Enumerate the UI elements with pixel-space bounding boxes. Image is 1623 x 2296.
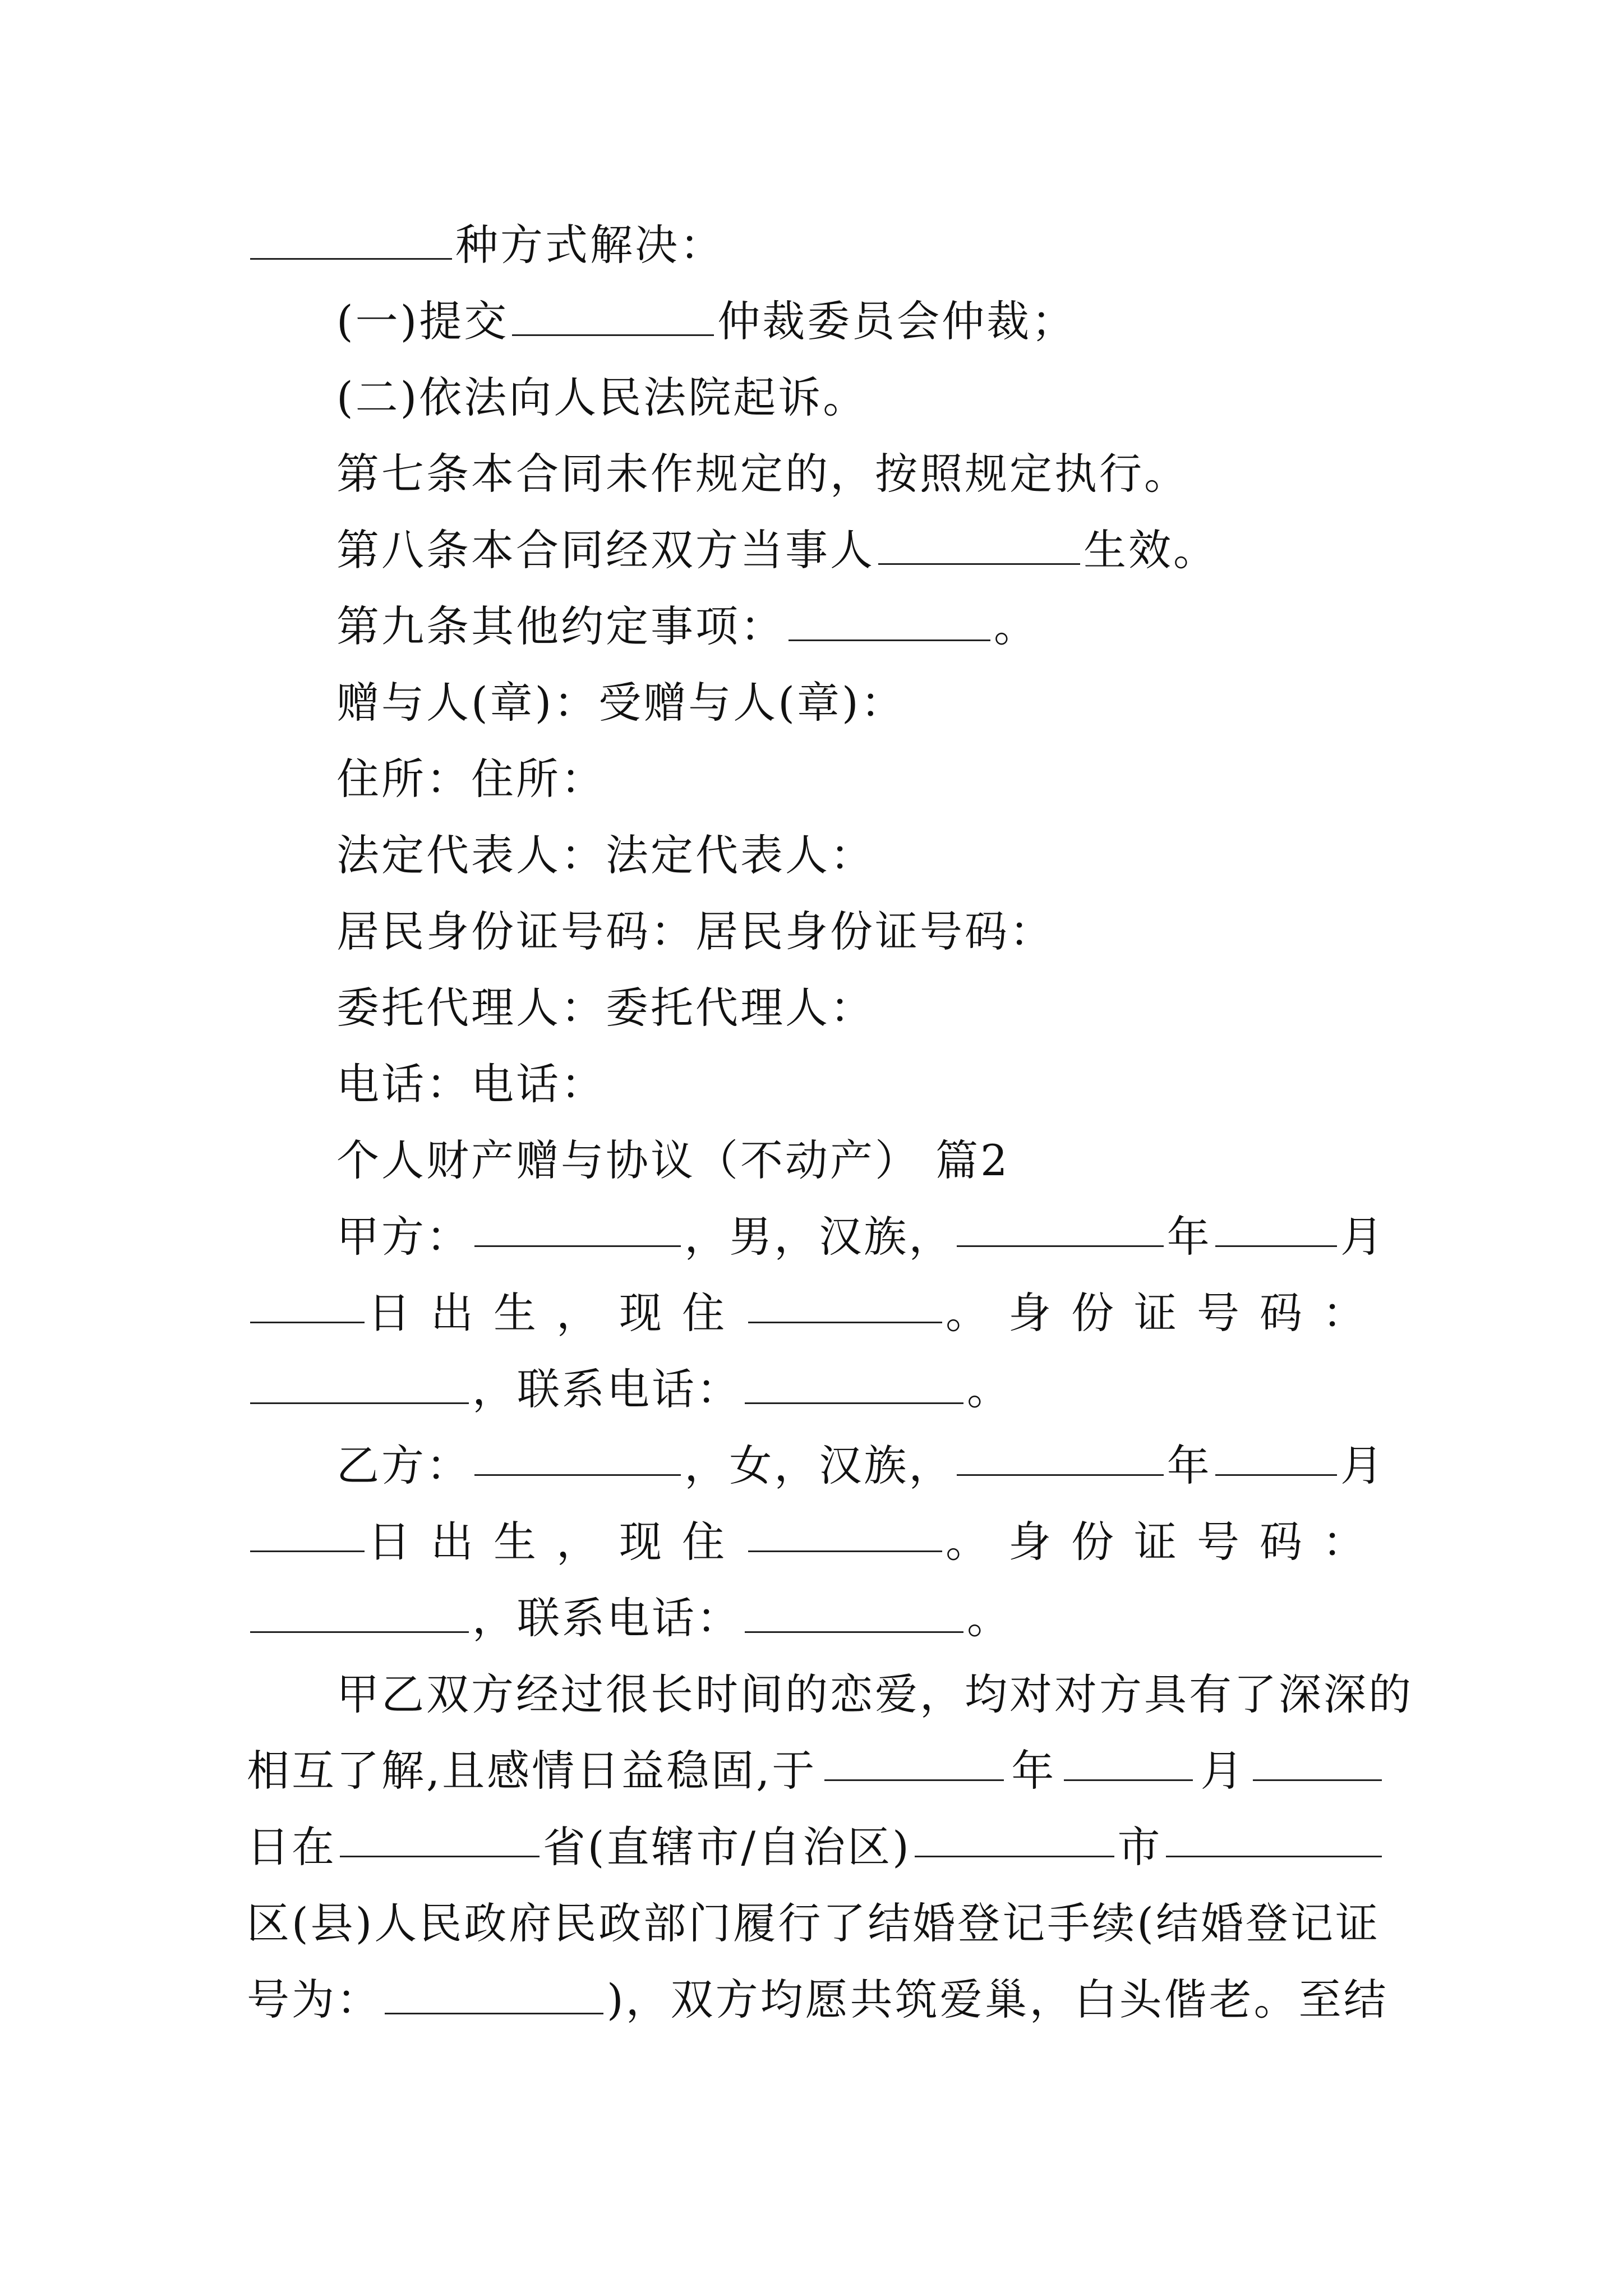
text: 第八条本合同经双方当事人	[336, 525, 875, 575]
line-phone	[336, 1053, 1385, 1115]
paragraph-line-3	[247, 1816, 1385, 1878]
text: ，女，汉族，	[684, 1441, 954, 1490]
blank-field	[474, 1435, 681, 1476]
blank-field	[250, 1592, 469, 1633]
blank-field	[878, 524, 1080, 565]
text: 甲乙双方经过很长时间的恋爱，均对对方具有了深深的	[336, 1669, 1413, 1719]
text: 第九条其他约定事项：	[336, 601, 785, 651]
paragraph-line-1	[336, 1664, 1413, 1726]
blank-field	[512, 295, 714, 336]
blank-field	[915, 1816, 1114, 1857]
line-court	[336, 367, 1385, 429]
line-party-a-contact	[247, 1359, 1385, 1420]
text: 月	[1200, 1746, 1246, 1796]
text: 。身份证号码：	[946, 1288, 1385, 1338]
text: 省(直辖市/自治区)	[542, 1822, 911, 1872]
text: 电话：电话：	[336, 1059, 606, 1109]
blank-field	[474, 1206, 681, 1247]
blank-field	[385, 1973, 603, 2014]
text: 日出生，现住	[368, 1288, 745, 1338]
line-article-9	[336, 596, 1385, 657]
blank-field	[1166, 1816, 1382, 1857]
line-article-7	[336, 443, 1385, 505]
line-party-a-birth	[247, 1282, 1385, 1344]
text: 。身份证号码：	[946, 1517, 1385, 1567]
text: 居民身份证号码：居民身份证号码：	[336, 907, 1054, 956]
text: 日出生，现住	[368, 1517, 745, 1567]
text: 种方式解决：	[455, 220, 725, 270]
line-address	[336, 748, 1385, 810]
line-arbitration	[336, 291, 1385, 352]
text: 号为：	[247, 1975, 381, 2024]
line-party-b	[336, 1435, 1385, 1497]
text: 年	[1011, 1746, 1057, 1796]
text: 市	[1117, 1822, 1163, 1872]
section-title: 个人财产赠与协议（不动产） 篇2	[336, 1135, 1010, 1185]
text: 。	[967, 1364, 1012, 1414]
text: (二)依法向人民法院起诉。	[336, 372, 868, 422]
text: 月	[1340, 1441, 1385, 1490]
text: 月	[1340, 1212, 1385, 1262]
blank-field	[748, 1282, 942, 1323]
blank-field	[745, 1592, 963, 1633]
blank-field	[1253, 1740, 1382, 1781]
text: 住所：住所：	[336, 754, 606, 804]
blank-field	[957, 1435, 1163, 1476]
text: ，男，汉族，	[684, 1212, 954, 1262]
line-id-number	[336, 901, 1385, 963]
blank-field	[957, 1206, 1163, 1247]
blank-field	[1064, 1740, 1193, 1781]
text: 年	[1166, 1212, 1212, 1262]
text: 年	[1166, 1441, 1212, 1490]
text: 乙方：	[336, 1441, 471, 1490]
paragraph-line-5	[247, 1969, 1389, 2031]
blank-field	[824, 1740, 1004, 1781]
text: (一)提交	[336, 296, 509, 346]
line-resolution-methods	[247, 214, 1385, 276]
text: 仲裁委员会仲裁；	[717, 296, 1077, 346]
line-agent	[336, 977, 1385, 1039]
text: 委托代理人：委托代理人：	[336, 983, 875, 1033]
text: ，联系电话：	[472, 1593, 741, 1643]
line-donor-seal	[336, 672, 1385, 734]
blank-field	[250, 1363, 469, 1404]
text: 生效。	[1083, 525, 1218, 575]
line-legal-rep	[336, 825, 1385, 886]
paragraph-line-2	[247, 1740, 1385, 1802]
text: 甲方：	[336, 1212, 471, 1262]
blank-field	[250, 1511, 365, 1552]
blank-field	[250, 1282, 365, 1323]
text: 相互了解,且感情日益稳固,于	[247, 1746, 817, 1796]
text: 赠与人(章)：受赠与人(章)：	[336, 678, 906, 728]
text: 法定代表人：法定代表人：	[336, 830, 875, 880]
blank-field	[745, 1363, 963, 1404]
blank-field	[340, 1816, 540, 1857]
text: 第七条本合同未作规定的，按照规定执行。	[336, 449, 1189, 499]
line-party-b-contact	[247, 1588, 1385, 1649]
line-party-b-birth	[247, 1511, 1385, 1573]
text: ，联系电话：	[472, 1364, 741, 1414]
text: )，双方均愿共筑爱巢，白头偕老。至结	[607, 1975, 1389, 2024]
blank-field	[789, 600, 990, 641]
blank-field	[748, 1511, 942, 1552]
blank-field	[250, 219, 452, 260]
text: 。	[967, 1593, 1012, 1643]
text: 。	[994, 601, 1039, 651]
text: 日在	[247, 1822, 336, 1872]
text: 区(县)人民政府民政部门履行了结婚登记手续(结婚登记证	[247, 1898, 1380, 1948]
line-article-8	[336, 519, 1385, 581]
blank-field	[1215, 1435, 1337, 1476]
line-party-a	[336, 1206, 1385, 1268]
paragraph-line-4	[247, 1893, 1385, 1954]
blank-field	[1215, 1206, 1337, 1247]
section-heading	[336, 1130, 1385, 1191]
